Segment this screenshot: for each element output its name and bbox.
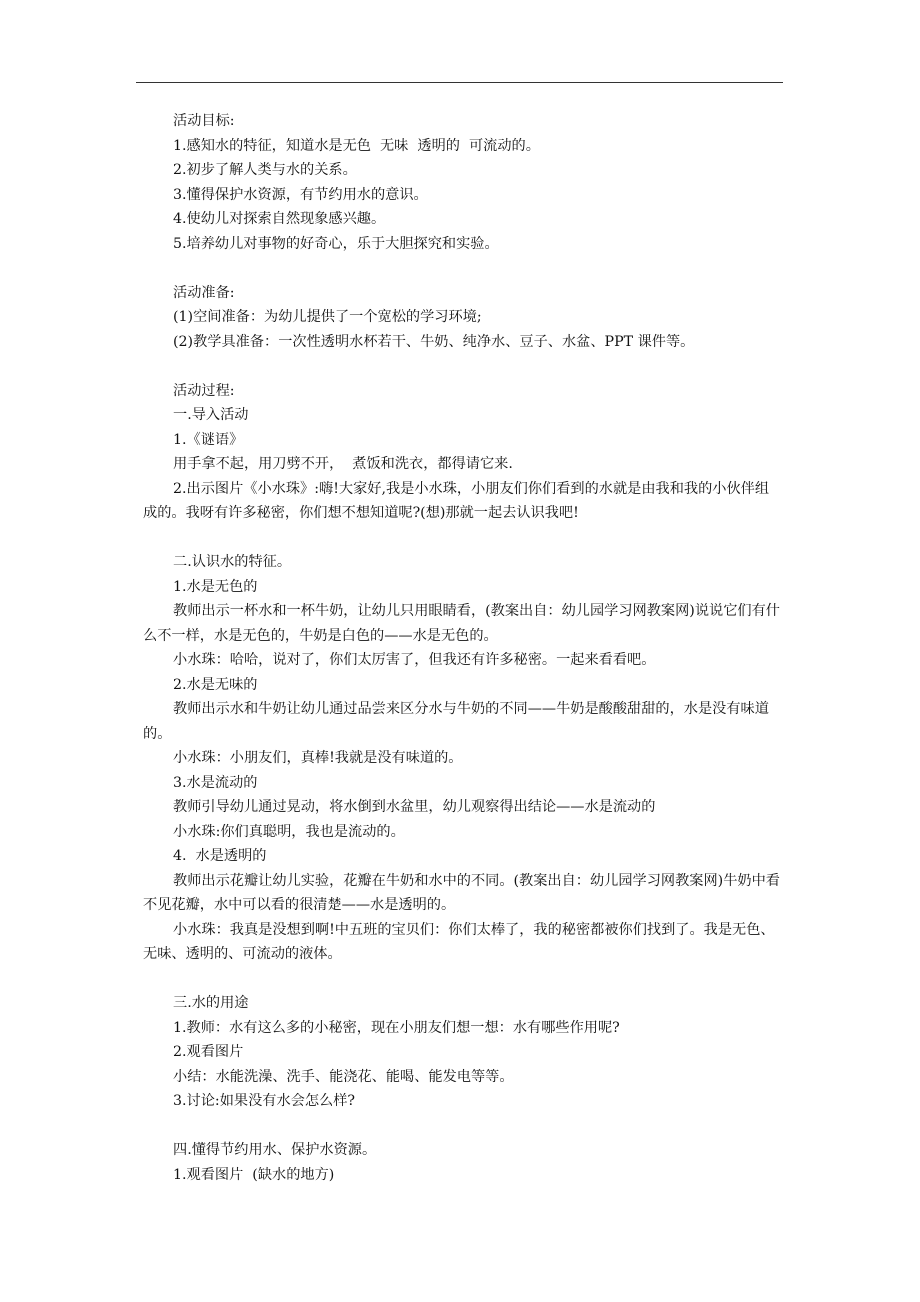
prep-item-1: (1)空间准备：为幼儿提供了一个宽松的学习环境; bbox=[173, 309, 482, 325]
goal-item-2: 2.初步了解人类与水的关系。 bbox=[173, 162, 357, 178]
part2-s1-text: 教师出示一杯水和一杯牛奶，让幼儿只用眼睛看，(教案出自：幼儿园学习网教案网)说说它们有什么不一样，水是无色的，牛奶是白色的——水是无色的。 bbox=[143, 603, 780, 644]
part1-riddle-title: 1.《谜语》 bbox=[173, 431, 244, 448]
part2-s2-reply: 小水珠：小朋友们，真棒!我就是没有味道的。 bbox=[173, 750, 463, 766]
part3-line-2: 2.观看图片 bbox=[173, 1044, 244, 1060]
part3-line-3: 小结：水能洗澡、洗手、能浇花、能喝、能发电等等。 bbox=[173, 1068, 514, 1085]
part2-s4-reply: 小水珠：我真是没想到啊!中五班的宝贝们：你们太棒了，我的秘密都被你们找到了。我是无色、无味、透明的、可流动的液体。 bbox=[143, 921, 775, 962]
goal-item-3: 3.懂得保护水资源，有节约用水的意识。 bbox=[173, 186, 428, 203]
prep-heading: 活动准备: bbox=[173, 284, 235, 301]
part4-title: 四.懂得节约用水、保护水资源。 bbox=[173, 1142, 377, 1158]
part2-s2-title: 2.水是无味的 bbox=[173, 676, 258, 693]
part3-line-4: 3.讨论:如果没有水会怎么样? bbox=[173, 1093, 355, 1109]
part2-s3-title: 3.水是流动的 bbox=[173, 774, 258, 791]
part3-title: 三.水的用途 bbox=[173, 995, 249, 1011]
goal-item-4: 4.使幼儿对探索自然现象感兴趣。 bbox=[173, 211, 386, 227]
header-rule bbox=[136, 82, 783, 83]
part2-s1-reply: 小水珠：哈哈，说对了，你们太厉害了，但我还有许多秘密。一起来看看吧。 bbox=[173, 652, 656, 668]
part2-s4-title: 4. 水是透明的 bbox=[173, 848, 267, 864]
part2-s3-text: 教师引导幼儿通过晃动，将水倒到水盆里，幼儿观察得出结论——水是流动的 bbox=[173, 799, 656, 815]
part1-title: 一.导入活动 bbox=[173, 407, 249, 423]
part1-picture-text: 2.出示图片《小水珠》:嗨!大家好,我是小水珠，小朋友们你们看到的水就是由我和我的小伙伴组成的。我呀有许多秘密，你们想不想知道呢?(想)那就一起去认识我吧! bbox=[143, 480, 770, 521]
prep-item-2: (2)教学具准备：一次性透明水杯若干、牛奶、纯净水、豆子、水盆、PPT 课件等。 bbox=[173, 333, 695, 350]
goals-heading: 活动目标: bbox=[173, 113, 235, 129]
part3-line-1: 1.教师：水有这么多的小秘密，现在小朋友们想一想：水有哪些作用呢? bbox=[173, 1019, 620, 1036]
part4-line-1: 1.观看图片 (缺水的地方) bbox=[173, 1166, 335, 1183]
part2-s2-text: 教师出示水和牛奶让幼儿通过品尝来区分水与牛奶的不同——牛奶是酸酸甜甜的，水是没有味道的。 bbox=[143, 701, 769, 742]
goal-item-1: 1.感知水的特征，知道水是无色 无味 透明的 可流动的。 bbox=[173, 137, 540, 154]
part1-riddle-text: 用手拿不起，用刀劈不开， 煮饭和洗衣，都得请它来. bbox=[173, 456, 513, 472]
part2-s3-reply: 小水珠:你们真聪明，我也是流动的。 bbox=[173, 823, 405, 840]
part2-title: 二.认识水的特征。 bbox=[173, 554, 292, 570]
goal-item-5: 5.培养幼儿对事物的好奇心，乐于大胆探究和实验。 bbox=[173, 235, 499, 252]
document-body bbox=[143, 109, 783, 1187]
process-heading: 活动过程: bbox=[173, 382, 235, 399]
part2-s4-text: 教师出示花瓣让幼儿实验，花瓣在牛奶和水中的不同。(教案出自：幼儿园学习网教案网)牛奶中看不见花瓣，水中可以看的很清楚——水是透明的。 bbox=[143, 872, 780, 913]
part2-s1-title: 1.水是无色的 bbox=[173, 578, 258, 595]
